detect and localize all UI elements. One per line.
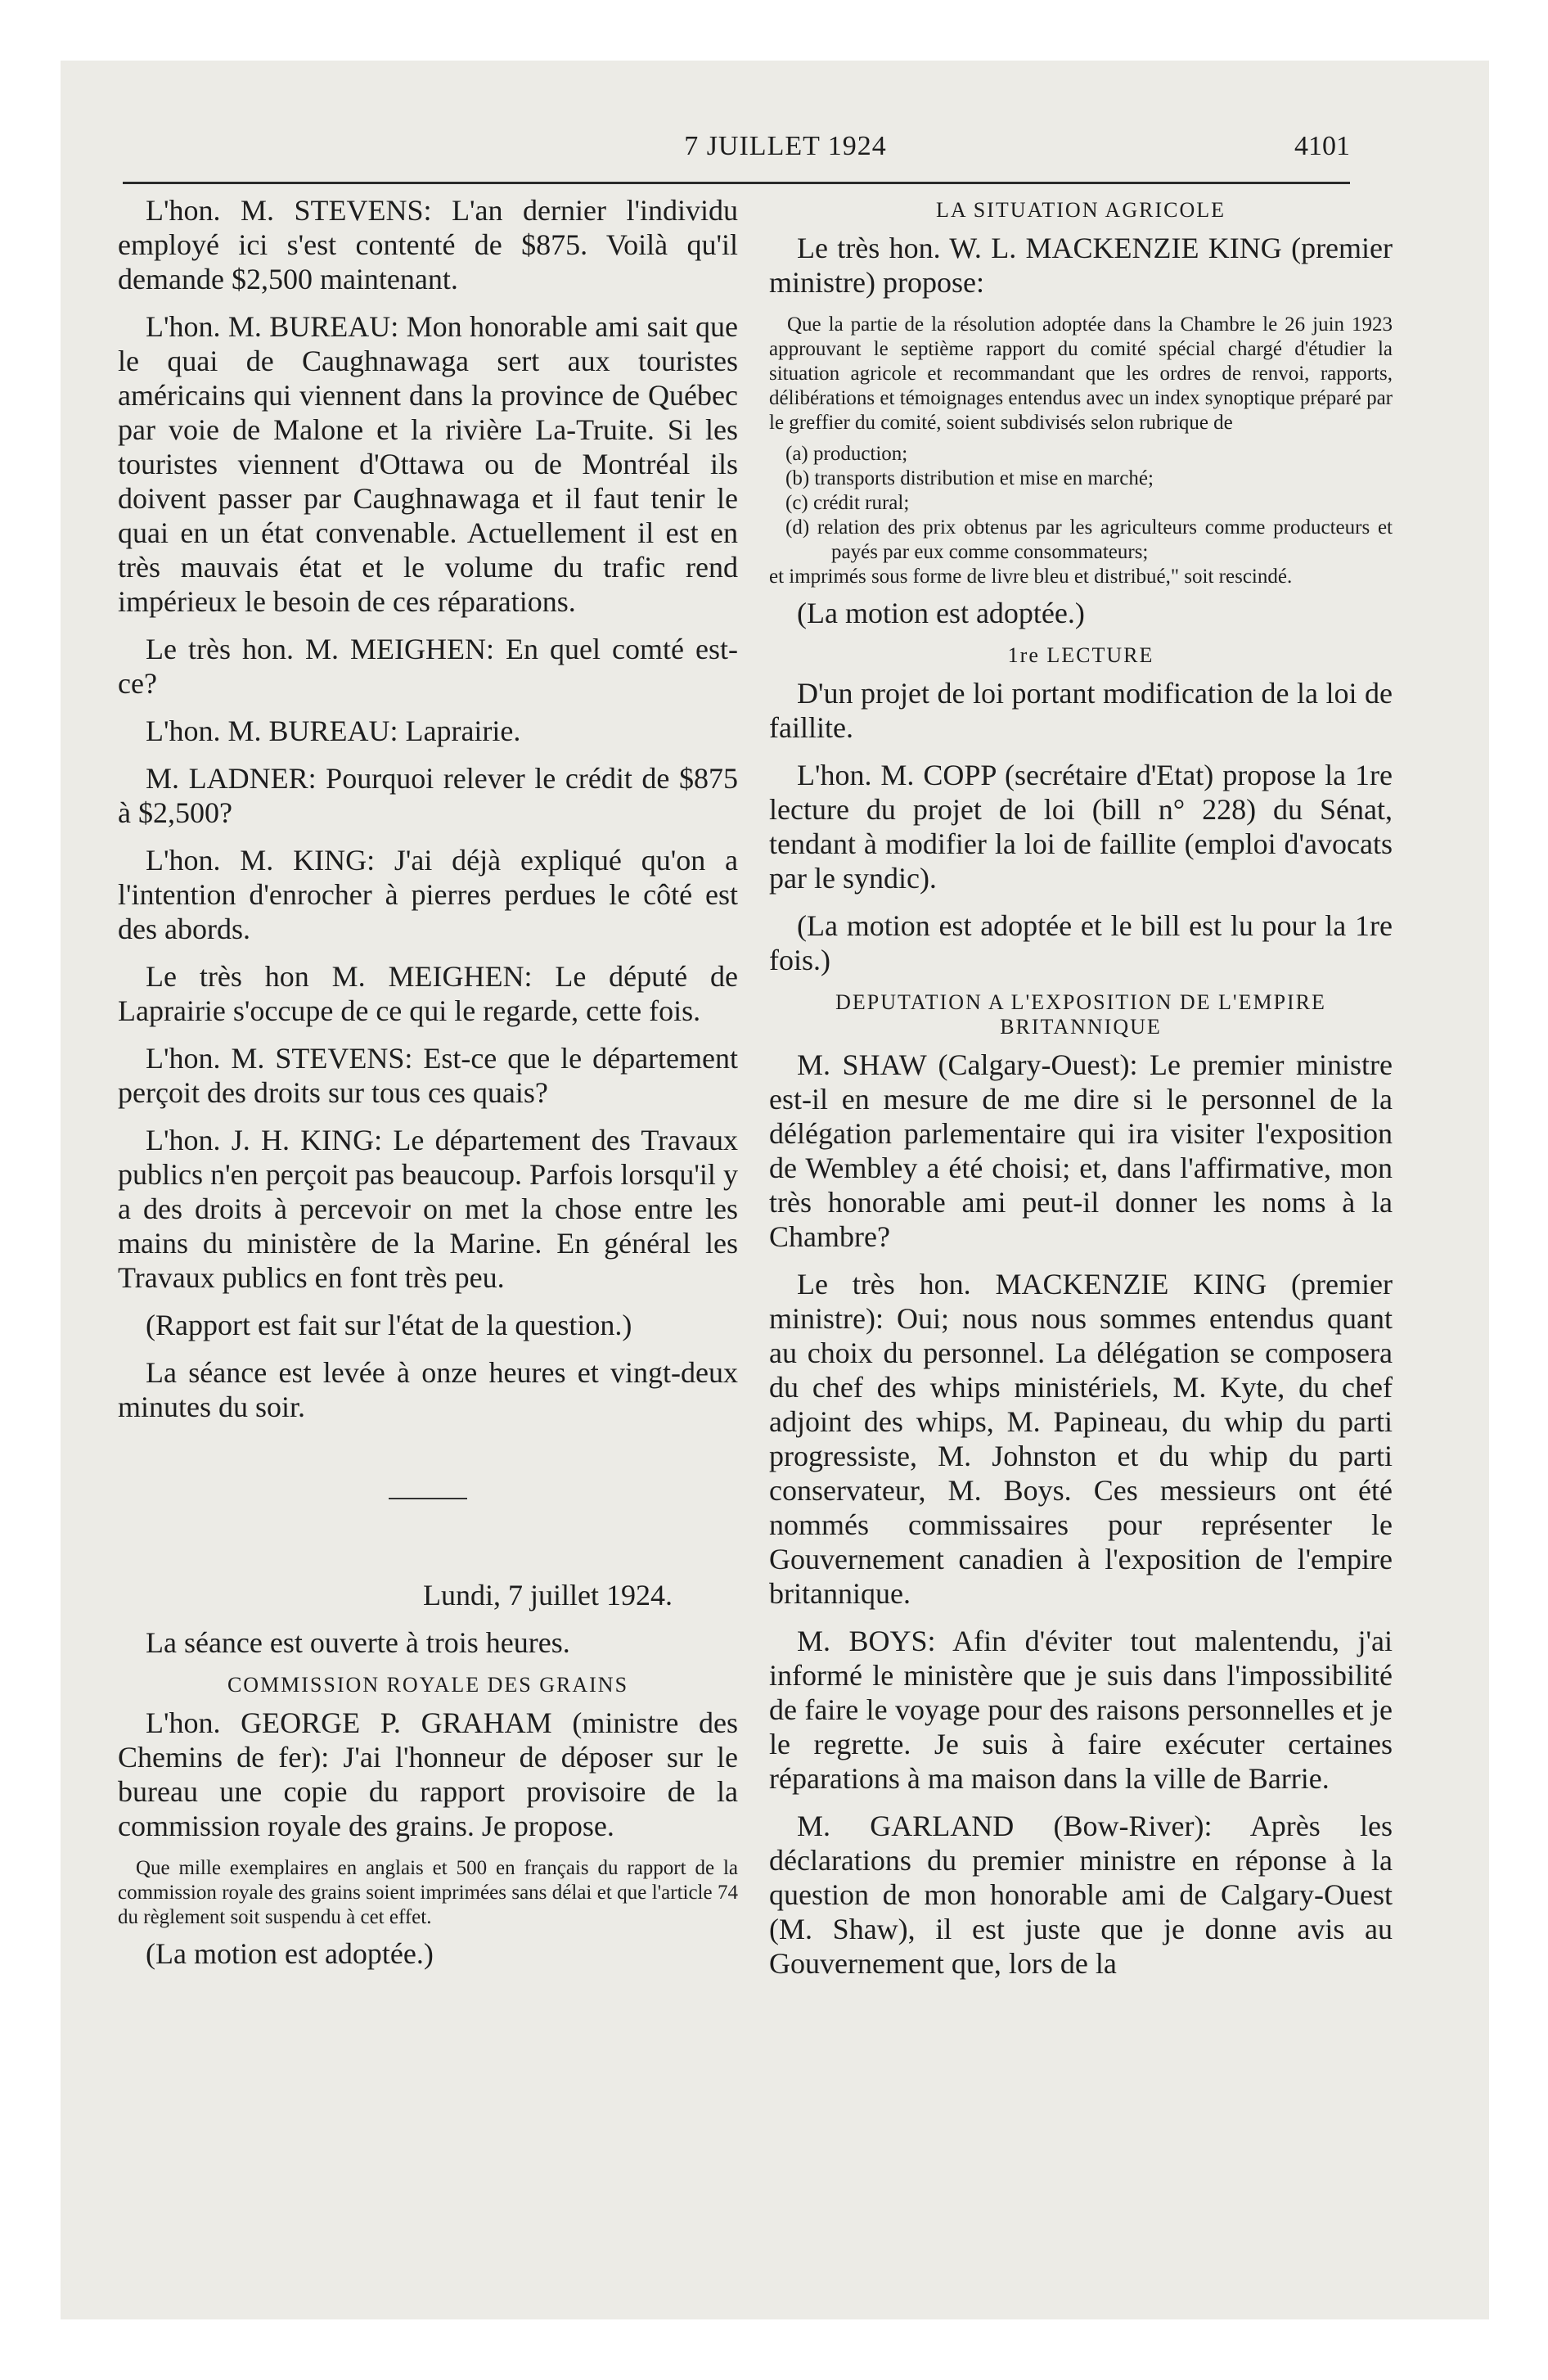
header-rule xyxy=(123,182,1350,184)
paragraph: Le très hon M. MEIGHEN: Le député de Laprairie s'occupe de ce qui le regarde, cette fois. xyxy=(118,960,738,1027)
section-separator xyxy=(389,1498,467,1499)
paragraph: Le très hon. M. MEIGHEN: En quel comté est-ce? xyxy=(118,633,738,700)
list-item: (d) relation des prix obtenus par les agriculteurs comme producteurs et payés par eux comme consommateurs; xyxy=(785,516,1393,563)
motion-list xyxy=(785,442,1393,565)
paragraph: M. SHAW (Calgary-Ouest): Le premier ministre est-il en mesure de me dire si le personnel de la délégation parlementaire qui ira visiter l'exposition de Wembley a été choisi; et, dans l'affirmative, mon très honorable ami peut-il donner les noms à la Chambre? xyxy=(769,1048,1393,1253)
motion-text: Que mille exemplaires en anglais et 500 en français du rapport de la commission royale des grains soient imprimées sans délai et que l'article 74 du règlement soit suspendu à cet effet. xyxy=(118,1857,738,1928)
paragraph: La séance est levée à onze heures et vingt-deux minutes du soir. xyxy=(118,1356,738,1423)
paragraph: L'hon. J. H. KING: Le département des Travaux publics n'en perçoit pas beaucoup. Parfois lorsqu'il y a des droits à percevoir on met la chose entre les mains du ministère de la Marine. En général les Travaux publics en font très peu. xyxy=(118,1124,738,1294)
page-header xyxy=(123,131,1350,180)
paragraph: (La motion est adoptée.) xyxy=(797,597,1085,629)
paragraph: La séance est ouverte à trois heures. xyxy=(146,1626,570,1659)
paragraph: M. GARLAND (Bow-River): Après les déclarations du premier ministre en réponse à la question de mon honorable ami de Calgary-Ouest (M. Shaw), il est juste que je donne avis au Gouvernement que, lors de la xyxy=(769,1810,1393,1980)
list-item: (c) crédit rural; xyxy=(785,492,910,514)
list-item: (a) production; xyxy=(785,443,908,465)
motion-text: Que la partie de la résolution adoptée dans la Chambre le 26 juin 1923 approuvant le septième rapport du comité spécial chargé d'étudier la situation agricole et recommandant que les ordres de renvoi, rapports, délibérations et témoignages entendus avec un index synoptique préparé par le greffier du comité, soient subdivisés selon rubrique de xyxy=(769,313,1393,434)
paragraph: L'hon. GEORGE P. GRAHAM (ministre des Chemins de fer): J'ai l'honneur de déposer sur le bureau une copie du rapport provisoire de la commission royale des grains. Je propose. xyxy=(118,1706,738,1842)
page-number: 4101 xyxy=(1294,131,1350,161)
paragraph: D'un projet de loi portant modification de la loi de faillite. xyxy=(769,677,1393,744)
header-date: 7 JUILLET 1924 xyxy=(684,131,887,161)
section-heading: DEPUTATION A L'EXPOSITION DE L'EMPIRE BRITANNIQUE xyxy=(835,990,1326,1039)
paragraph: Le très hon. W. L. MACKENZIE KING (premier ministre) propose: xyxy=(769,232,1393,299)
motion-text: et imprimés sous forme de livre bleu et distribué," soit rescindé. xyxy=(769,566,1293,588)
paragraph: L'hon. M. STEVENS: L'an dernier l'individu employé ici s'est contenté de $875. Voilà qu'il demande $2,500 maintenant. xyxy=(118,194,738,295)
paragraph: L'hon. M. BUREAU: Laprairie. xyxy=(146,714,521,747)
paragraph: M. LADNER: Pourquoi relever le crédit de $875 à $2,500? xyxy=(118,762,738,829)
paragraph: L'hon. M. STEVENS: Est-ce que le département perçoit des droits sur tous ces quais? xyxy=(118,1042,738,1109)
paragraph: L'hon. M. BUREAU: Mon honorable ami sait que le quai de Caughnawaga sert aux touristes américains qui viennent dans la province de Québec par voie de Malone et la rivière La-Truite. Si les touristes viennent d'Ottawa ou de Montréal ils doivent passer par Caughnawaga et il faut tenir le quai en un état convenable. Actuellement il est en très mauvais état et le volume du trafic rend impérieux le besoin de ces réparations. xyxy=(118,310,738,618)
paragraph: (La motion est adoptée.) xyxy=(146,1937,434,1970)
section-heading: 1re LECTURE xyxy=(1007,643,1154,667)
paragraph: L'hon. M. COPP (secrétaire d'Etat) propose la 1re lecture du projet de loi (bill n° 228) du Sénat, tendant à modifier la loi de faillite (emploi d'avocats par le syndic). xyxy=(769,759,1393,895)
right-column xyxy=(769,193,1393,1994)
left-column xyxy=(118,193,738,1984)
sitting-date: Lundi, 7 juillet 1924. xyxy=(423,1579,673,1611)
paragraph: (La motion est adoptée et le bill est lu pour la 1re fois.) xyxy=(769,909,1393,976)
paragraph: (Rapport est fait sur l'état de la question.) xyxy=(146,1309,632,1341)
section-heading: LA SITUATION AGRICOLE xyxy=(936,198,1226,222)
section-heading: COMMISSION ROYALE DES GRAINS xyxy=(227,1673,629,1697)
list-item: (b) transports distribution et mise en marché; xyxy=(785,467,1154,489)
paragraph: L'hon. M. KING: J'ai déjà expliqué qu'on a l'intention d'enrocher à pierres perdues le côté est des abords. xyxy=(118,844,738,945)
paragraph: Le très hon. MACKENZIE KING (premier ministre): Oui; nous nous sommes entendus quant au choix du personnel. La délégation se composera du chef des whips ministériels, M. Kyte, du chef adjoint des whips, M. Papineau, du whip du parti progressiste, M. Johnston et du whip du parti conservateur, M. Boys. Ces messieurs ont été nommés commissaires pour représenter le Gouvernement canadien à l'exposition de l'empire britannique. xyxy=(769,1268,1393,1610)
paragraph: M. BOYS: Afin d'éviter tout malentendu, j'ai informé le ministère que je suis dans l'impossibilité de faire le voyage pour des raisons personnelles et je le regrette. Je suis à faire exécuter certaines réparations à ma maison dans la ville de Barrie. xyxy=(769,1625,1393,1795)
